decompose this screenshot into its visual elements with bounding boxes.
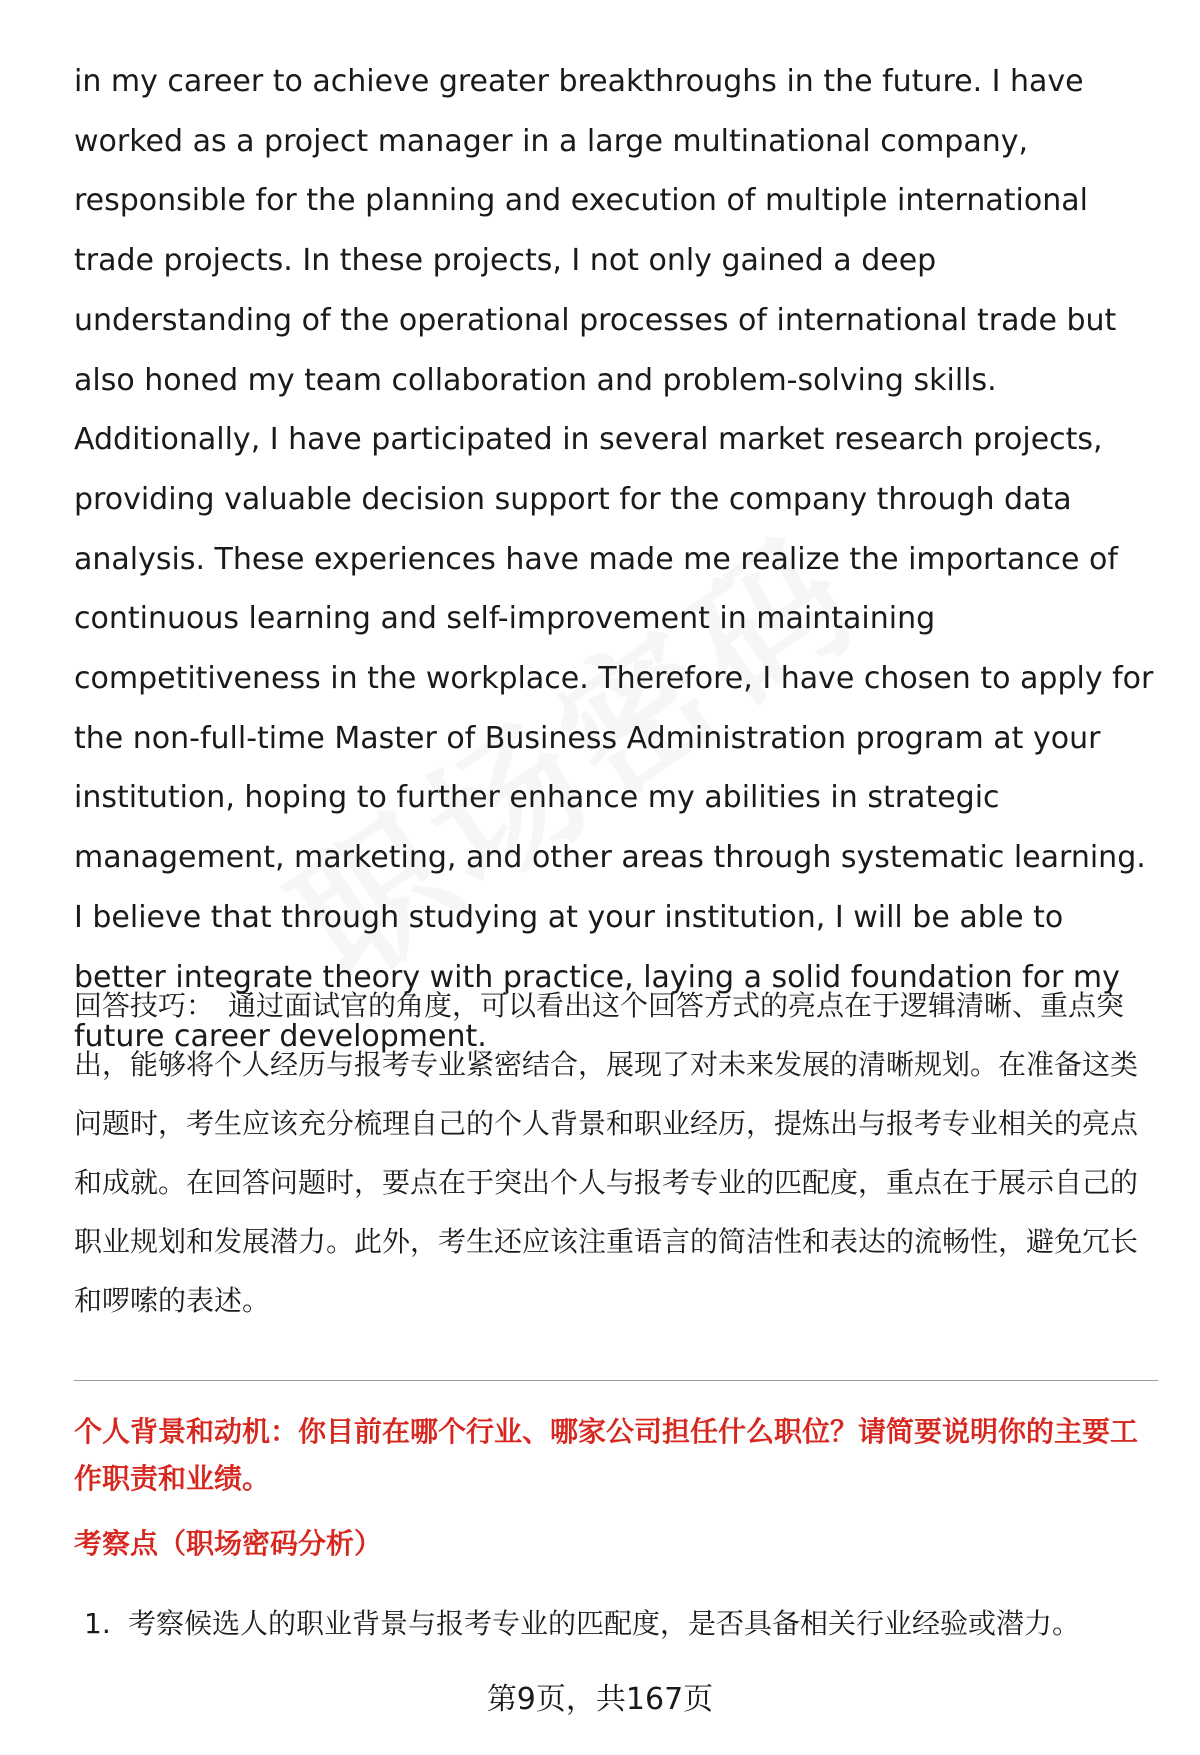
list-item: [84, 1604, 1154, 1644]
tips-text: 通过面试官的角度，可以看出这个回答方式的亮点在于逻辑清晰、重点突出，能够将个人经历与报考专业紧密结合，展现了对未来发展的清晰规划。在准备这类问题时，考生应该充分梳理自己的个人背景和职业经历，提炼出与报考专业相关的亮点和成就。在回答问题时，要点在于突出个人与报考专业的匹配度，重点在于展示自己的职业规划和发展潜力。此外，考生还应该注重语言的简洁性和表达的流畅性，避免冗长和啰嗦的表述。: [74, 989, 1139, 1317]
tips-label: 回答技巧：: [74, 989, 215, 1022]
english-answer-paragraph: in my career to achieve greater breakthroughs in the future. I have worked as a project manager in a large multinational company, responsible for the planning and execution of multiple international trade projects. In these projects, I not only gained a deep understanding of the operational processes of international trade but also honed my team collaboration and problem-solving skills. Additionally, I have participated in several market research projects, providing valuable decision support for the company through data analysis. These experiences have made me realize the importance of continuous learning and self-improvement in maintaining competitiveness in the workplace. Therefore, I have chosen to apply for the non-full-time Master of Business Administration program at your institution, hoping to further enhance my abilities in strategic management, marketing, and other areas through systematic learning. I believe that through studying at your institution, I will be able to better integrate theory with practice, laying a solid foundation for my future career development.: [74, 64, 1154, 1055]
question-heading: 个人背景和动机：你目前在哪个行业、哪家公司担任什么职位？请简要说明你的主要工作职责和业绩。: [74, 1415, 1139, 1495]
list-item-text: 考察候选人的职业背景与报考专业的匹配度，是否具备相关行业经验或潜力。: [128, 1607, 1081, 1640]
answer-tips-paragraph: [74, 976, 1154, 1330]
exam-points-title: 考察点（职场密码分析）: [74, 1527, 383, 1560]
list-item-number: 1.: [84, 1607, 111, 1640]
section-divider: [74, 1380, 1158, 1381]
page-number-footer: 第9页，共167页: [486, 1682, 714, 1717]
